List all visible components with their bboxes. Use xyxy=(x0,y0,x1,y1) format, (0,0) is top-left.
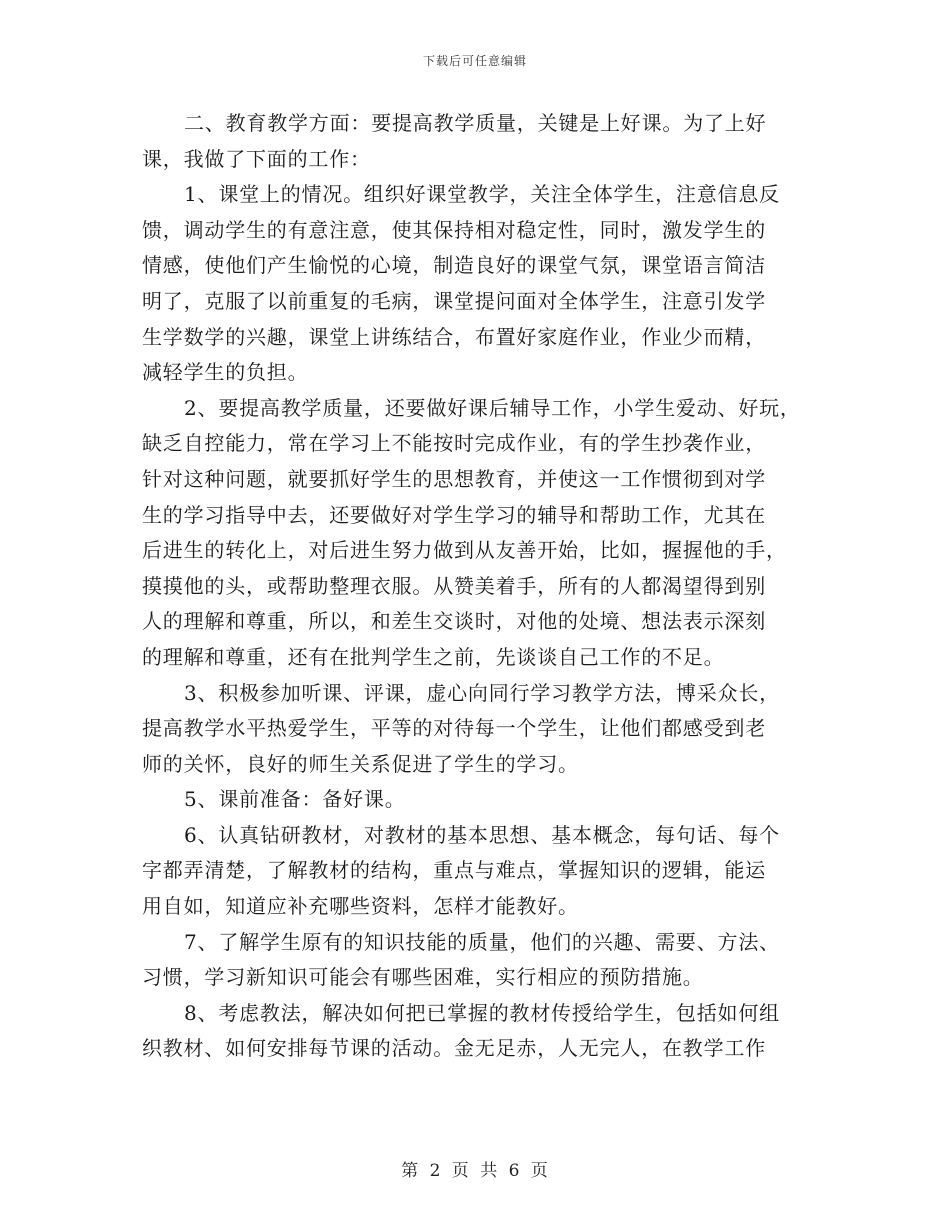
paragraph-line: 3、积极参加听课、评课，虚心向同行学习教学方法，博采众长， xyxy=(184,680,780,705)
paragraph-line: 针对这种问题，就要抓好学生的思想教育，并使这一工作惯彻到对学 xyxy=(142,466,766,491)
paragraph-line: 缺乏自控能力，常在学习上不能按时完成作业，有的学生抄袭作业， xyxy=(142,431,766,456)
paragraph-line: 人的理解和尊重，所以，和差生交谈时，对他的处境、想法表示深刻 xyxy=(142,609,766,634)
page-header: 下载后可任意编辑 xyxy=(422,54,527,68)
paragraph-line: 1、课堂上的情况。组织好课堂教学，关注全体学生，注意信息反 xyxy=(184,182,780,207)
paragraph-line: 字都弄清楚，了解教材的结构，重点与难点，掌握知识的逻辑，能运 xyxy=(142,858,766,883)
paragraph-line: 二、教育教学方面：要提高教学质量，关键是上好课。为了上好 xyxy=(184,111,767,135)
paragraph-line: 7、了解学生原有的知识技能的质量，他们的兴趣、需要、方法、 xyxy=(184,929,780,954)
paragraph-line: 用自如，知道应补充哪些资料，怎样才能教好。 xyxy=(142,894,579,919)
paragraph-line: 生的学习指导中去，还要做好对学生学习的辅导和帮助工作，尤其在 xyxy=(142,502,766,527)
paragraph-line: 减轻学生的负担。 xyxy=(142,360,309,385)
paragraph-line: 课，我做了下面的工作： xyxy=(142,146,371,171)
paragraph-line: 情感，使他们产生愉悦的心境，制造良好的课堂气氛，课堂语言简洁 xyxy=(142,253,766,278)
paragraph-line: 5、课前准备：备好课。 xyxy=(184,787,406,812)
paragraph-line: 提高教学水平热爱学生，平等的对待每一个学生，让他们都感受到老 xyxy=(142,716,766,741)
page-footer: 第 2 页 共 6 页 xyxy=(401,1161,549,1181)
paragraph-line: 习惯，学习新知识可能会有哪些困难，实行相应的预防措施。 xyxy=(142,965,704,990)
paragraph-line: 8、考虑教法，解决如何把已掌握的教材传授给学生，包括如何组 xyxy=(184,1000,780,1025)
paragraph-line: 2、要提高教学质量，还要做好课后辅导工作，小学生爱动、好玩， xyxy=(184,395,801,420)
document-body xyxy=(142,106,822,1067)
paragraph-line: 6、认真钻研教材，对教材的基本思想、基本概念，每句话、每个 xyxy=(184,822,780,847)
paragraph-line: 的理解和尊重，还有在批判学生之前，先谈谈自己工作的不足。 xyxy=(142,644,725,669)
paragraph-line: 后进生的转化上，对后进生努力做到从友善开始，比如，握握他的手， xyxy=(142,538,787,563)
paragraph-line: 明了，克服了以前重复的毛病，课堂提问面对全体学生，注意引发学 xyxy=(142,288,766,313)
paragraph-line: 生学数学的兴趣，课堂上讲练结合，布置好家庭作业，作业少而精， xyxy=(142,324,766,349)
paragraph-line: 师的关怀，良好的师生关系促进了学生的学习。 xyxy=(142,751,579,776)
paragraph-line: 摸摸他的头，或帮助整理衣服。从赞美着手，所有的人都渴望得到别 xyxy=(142,573,766,598)
paragraph-line: 织教材、如何安排每节课的活动。金无足赤，人无完人，在教学工作 xyxy=(142,1036,766,1061)
paragraph-line: 馈，调动学生的有意注意，使其保持相对稳定性，同时，激发学生的 xyxy=(142,217,766,242)
